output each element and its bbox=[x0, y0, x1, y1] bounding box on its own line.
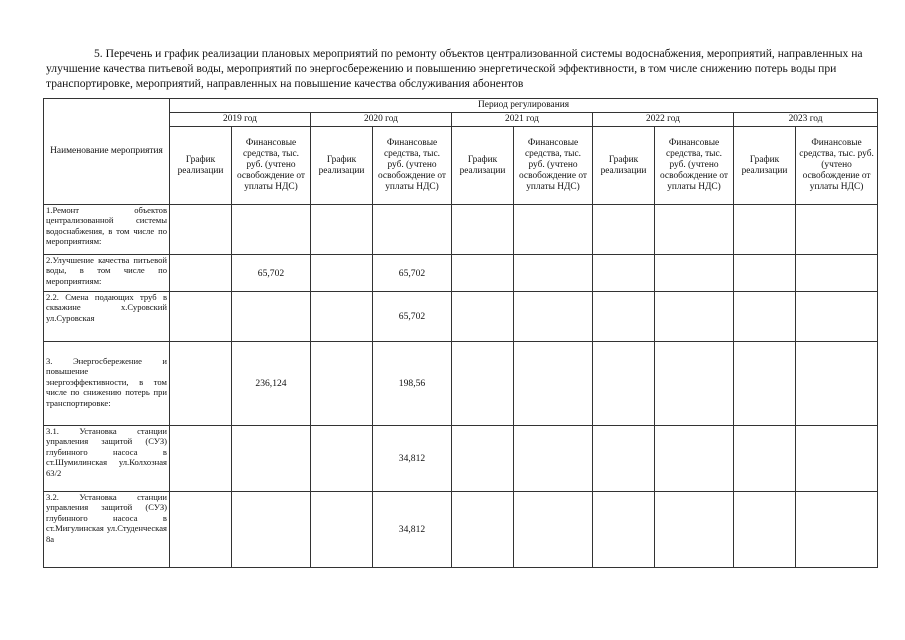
cell-value bbox=[311, 205, 373, 255]
cell-value bbox=[514, 205, 593, 255]
cell-value bbox=[170, 492, 232, 568]
cell-value bbox=[796, 292, 878, 342]
subheader-schedule: График реализации bbox=[593, 127, 655, 205]
table-row bbox=[44, 342, 878, 426]
subheader-finance: Финансовые средства, тыс. руб. (учтено освобождение от уплаты НДС) bbox=[796, 127, 878, 205]
cell-value bbox=[734, 492, 796, 568]
cell-value bbox=[232, 292, 311, 342]
cell-value bbox=[593, 205, 655, 255]
row-name: 3.2. Установка станции управления защитой (СУЗ) глубинного насоса в ст.Мигулинская ул.Студенческая 8а bbox=[44, 492, 170, 568]
cell-value bbox=[514, 426, 593, 492]
cell-value bbox=[232, 426, 311, 492]
cell-value bbox=[593, 426, 655, 492]
cell-value bbox=[311, 426, 373, 492]
cell-value bbox=[593, 342, 655, 426]
cell-value bbox=[452, 426, 514, 492]
year-header: 2020 год bbox=[311, 113, 452, 127]
cell-value bbox=[655, 342, 734, 426]
subheader-finance: Финансовые средства, тыс. руб. (учтено освобождение от уплаты НДС) bbox=[514, 127, 593, 205]
cell-value bbox=[373, 205, 452, 255]
period-header: Период регулирования bbox=[170, 99, 878, 113]
cell-value bbox=[452, 342, 514, 426]
cell-value bbox=[796, 342, 878, 426]
subheader-schedule: График реализации bbox=[734, 127, 796, 205]
cell-value bbox=[655, 426, 734, 492]
cell-value bbox=[170, 255, 232, 292]
row-name: 3.1. Установка станции управления защитой (СУЗ) глубинного насоса в ст.Шумилинская ул.Колхозная 63/2 bbox=[44, 426, 170, 492]
cell-value bbox=[514, 255, 593, 292]
table-row bbox=[44, 205, 878, 255]
table-row bbox=[44, 492, 878, 568]
cell-value bbox=[514, 342, 593, 426]
cell-value: 65,702 bbox=[373, 292, 452, 342]
cell-value bbox=[170, 342, 232, 426]
cell-value bbox=[311, 292, 373, 342]
cell-value bbox=[593, 492, 655, 568]
table-row bbox=[44, 292, 878, 342]
cell-value bbox=[796, 255, 878, 292]
section-heading: 5. Перечень и график реализации плановых мероприятий по ремонту объектов централизованной системы водоснабжения, мероприятий, направленных на улучшение качества питьевой воды, мероприятий по энергосбережению и повышению энергетической эффективности, в том числе снижению потерь воды при транспортировке, мероприятий, направленных на повышение качества обслуживания абонентов bbox=[46, 47, 863, 90]
subheader-schedule: График реализации bbox=[170, 127, 232, 205]
cell-value: 65,702 bbox=[232, 255, 311, 292]
cell-value: 236,124 bbox=[232, 342, 311, 426]
year-header: 2023 год bbox=[734, 113, 878, 127]
cell-value bbox=[452, 492, 514, 568]
cell-value bbox=[734, 205, 796, 255]
cell-value: 34,812 bbox=[373, 426, 452, 492]
cell-value bbox=[655, 255, 734, 292]
cell-value bbox=[734, 255, 796, 292]
plan-table bbox=[43, 98, 878, 568]
cell-value bbox=[232, 205, 311, 255]
cell-value: 198,56 bbox=[373, 342, 452, 426]
cell-value bbox=[514, 492, 593, 568]
cell-value bbox=[655, 492, 734, 568]
cell-value bbox=[593, 255, 655, 292]
cell-value bbox=[170, 426, 232, 492]
table-row bbox=[44, 255, 878, 292]
subheader-finance: Финансовые средства, тыс. руб. (учтено освобождение от уплаты НДС) bbox=[232, 127, 311, 205]
cell-value bbox=[655, 292, 734, 342]
cell-value bbox=[311, 492, 373, 568]
cell-value bbox=[170, 292, 232, 342]
cell-value bbox=[311, 342, 373, 426]
row-name: 3. Энергосбережение и повышение энергоэффективности, в том числе по снижению потерь при транспортировке: bbox=[44, 342, 170, 426]
row-name: 2.Улучшение качества питьевой воды, в том числе по мероприятиям: bbox=[44, 255, 170, 292]
row-name: 2.2. Смена подающих труб в скважине х.Суровский ул.Суровская bbox=[44, 292, 170, 342]
year-header: 2022 год bbox=[593, 113, 734, 127]
table-row bbox=[44, 426, 878, 492]
cell-value bbox=[311, 255, 373, 292]
cell-value bbox=[514, 292, 593, 342]
cell-value bbox=[796, 492, 878, 568]
cell-value bbox=[734, 292, 796, 342]
cell-value bbox=[452, 292, 514, 342]
subheader-finance: Финансовые средства, тыс. руб. (учтено освобождение от уплаты НДС) bbox=[655, 127, 734, 205]
year-header: 2021 год bbox=[452, 113, 593, 127]
cell-value bbox=[796, 426, 878, 492]
cell-value bbox=[734, 342, 796, 426]
cell-value: 34,812 bbox=[373, 492, 452, 568]
col-header-name: Наименование мероприятия bbox=[44, 99, 170, 205]
cell-value bbox=[593, 292, 655, 342]
cell-value bbox=[796, 205, 878, 255]
subheader-finance: Финансовые средства, тыс. руб. (учтено освобождение от уплаты НДС) bbox=[373, 127, 452, 205]
subheader-schedule: График реализации bbox=[452, 127, 514, 205]
row-name: 1.Ремонт объектов централизованной системы водоснабжения, в том числе по мероприятиям: bbox=[44, 205, 170, 255]
subheader-schedule: График реализации bbox=[311, 127, 373, 205]
cell-value bbox=[170, 205, 232, 255]
cell-value bbox=[452, 205, 514, 255]
cell-value: 65,702 bbox=[373, 255, 452, 292]
year-header: 2019 год bbox=[170, 113, 311, 127]
cell-value bbox=[734, 426, 796, 492]
cell-value bbox=[655, 205, 734, 255]
cell-value bbox=[232, 492, 311, 568]
cell-value bbox=[452, 255, 514, 292]
